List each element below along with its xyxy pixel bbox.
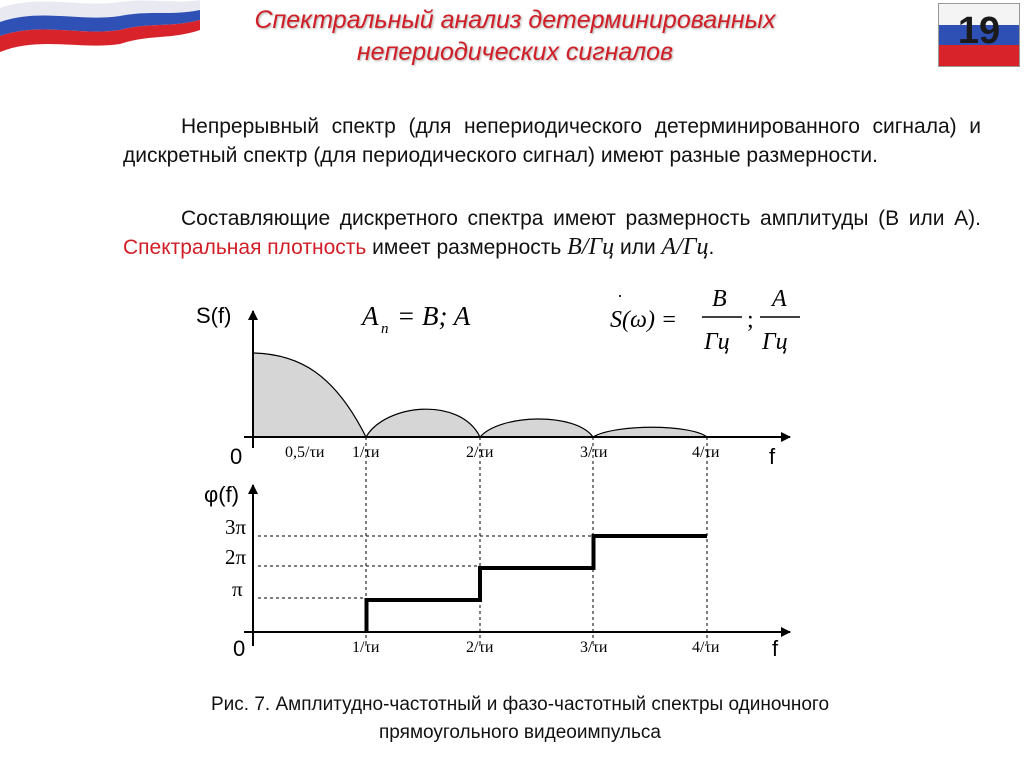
spectral-density-term: Спектральная плотность [123, 236, 367, 259]
tick-3: 3/τи [580, 444, 608, 461]
slide-number: 19 [957, 10, 1001, 52]
sd-den-2: Гц [762, 329, 788, 355]
tick-half: 0,5/τи [285, 444, 325, 461]
amplitude-origin-label: 0 [230, 444, 243, 469]
ptick-4: 4/τи [692, 639, 720, 656]
sd-num-1: B [712, 286, 727, 312]
amplitude-formula [360, 301, 471, 337]
title-line-2: непериодических сигналов [356, 38, 674, 66]
amp-formula-sub: n [381, 321, 389, 337]
phase-step-line [367, 536, 708, 632]
sd-den-1: Гц [704, 329, 730, 355]
amplitude-tick-labels [285, 444, 720, 461]
amp-formula-rhs: = B; A [397, 301, 471, 331]
ytick-2pi: 2π [225, 545, 247, 569]
frequency-guides [366, 437, 707, 645]
title-line-1: Спектральный анализ детерминированных [254, 6, 776, 34]
caption-line-2: прямоугольного видеоимпульса [379, 722, 661, 743]
ytick-3pi: 3π [225, 515, 247, 539]
sd-dot-icon: · [617, 286, 623, 306]
spectral-density-formula [610, 286, 800, 355]
paragraph-2-text-a: Составляющие дискретного спектра имеют размерность амплитуды (В или А). [181, 207, 981, 230]
amplitude-y-label: S(f) [196, 303, 232, 328]
paragraph-2-text-b: имеет размерность [366, 236, 568, 259]
ptick-3: 3/τи [580, 639, 608, 656]
unit-volts-per-hz: В/Гц [567, 234, 615, 260]
tick-4: 4/τи [692, 444, 720, 461]
ptick-1: 1/τи [352, 639, 380, 656]
phase-y-tick-labels [225, 515, 247, 601]
tick-1: 1/τи [352, 444, 380, 461]
unit-amps-per-hz: А/Гц [661, 234, 709, 260]
tick-2: 2/τи [466, 444, 494, 461]
phase-y-label: φ(f) [204, 482, 240, 507]
figure-caption [140, 691, 900, 747]
sd-formula-lhs: S(ω) = [610, 307, 678, 333]
paragraph-1-text: Непрерывный спектр (для непериодического детерминированного сигнала) и дискретный спектр (для периодического сигнал) имеют разные размерности. [123, 115, 981, 167]
paragraph-2-or: или [614, 236, 662, 259]
paragraph-2-end: . [708, 236, 715, 259]
amplitude-spectrum-area [253, 353, 707, 437]
caption-line-1: Рис. 7. Амплитудно-частотный и фазо-частотный спектры одиночного [210, 694, 830, 715]
sd-num-2: A [772, 286, 787, 312]
amp-formula-lhs: A [362, 301, 379, 331]
phase-x-tick-labels [352, 639, 720, 656]
phase-origin-label: 0 [233, 636, 246, 661]
phase-x-label: f [772, 636, 779, 661]
sd-separator: ; [747, 307, 754, 333]
ptick-2: 2/τи [466, 639, 494, 656]
amplitude-x-label: f [769, 444, 776, 469]
ytick-pi: π [232, 577, 243, 601]
